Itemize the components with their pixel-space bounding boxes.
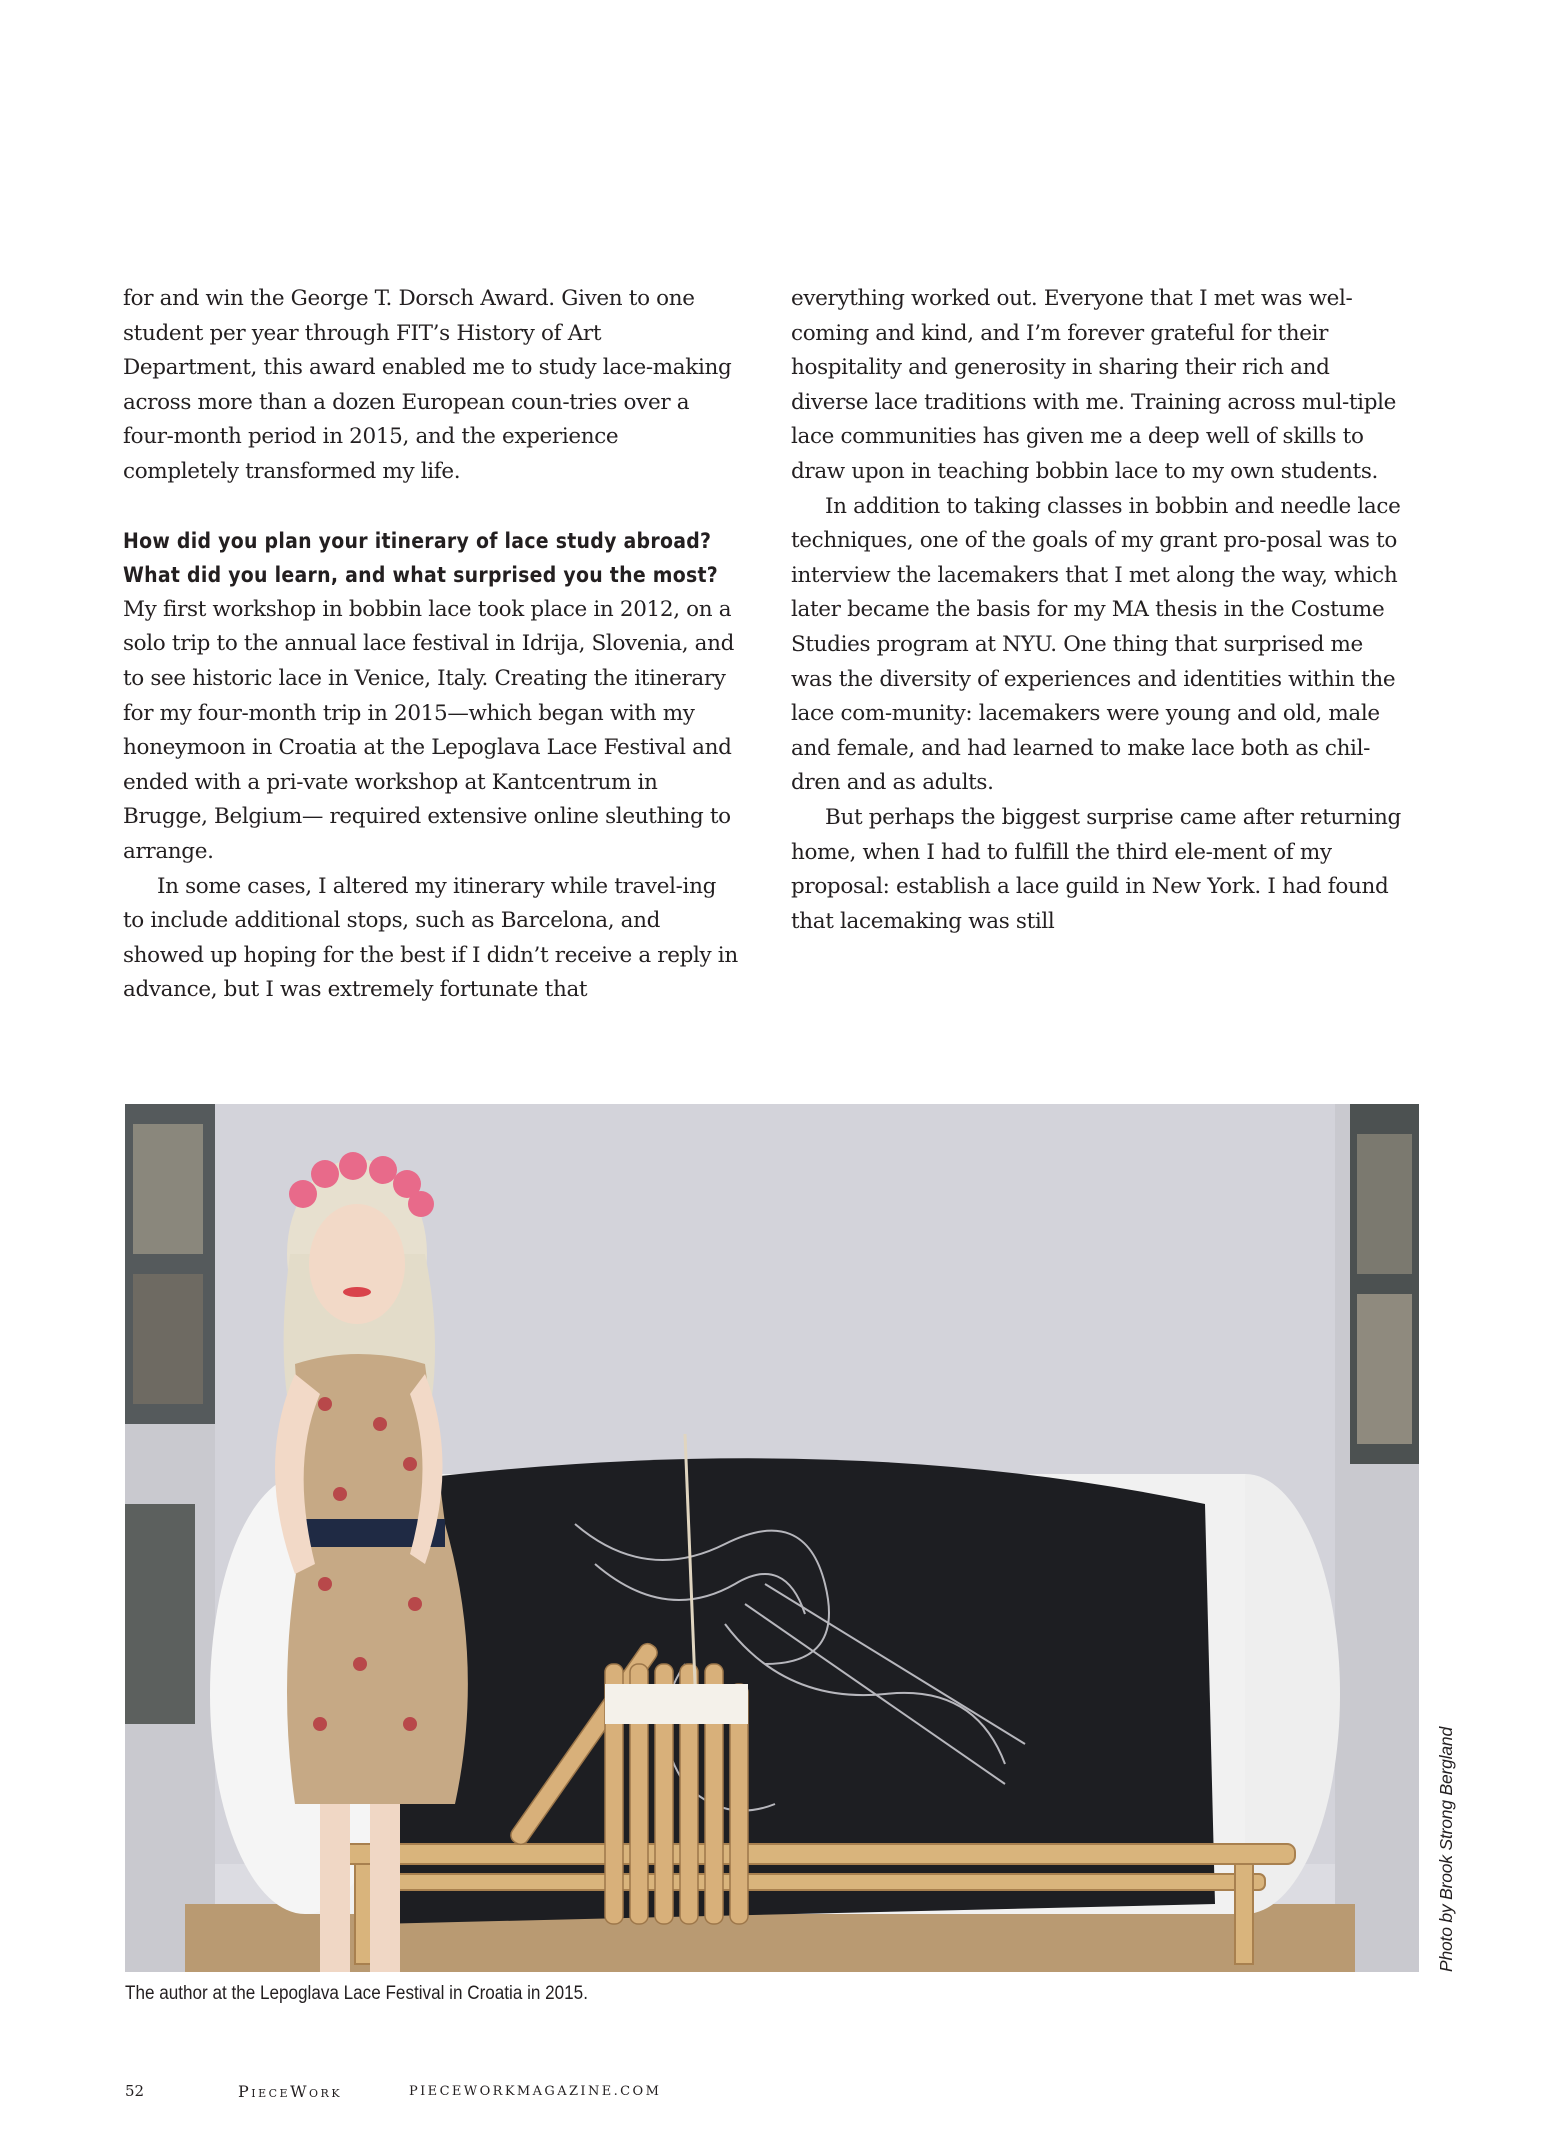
- body-paragraph: In some cases, I altered my itinerary while travel-ing to include additional stops, such as Barcelona, and showed up hoping for the best if I didn’t receive a reply in advance, but I was extremely fortunate that: [123, 873, 738, 1003]
- page-number: 52: [125, 2082, 145, 2100]
- photo-caption: The author at the Lepoglava Lace Festival in Croatia in 2015.: [125, 1983, 588, 2004]
- interview-question: What did you learn, and what surprised you the most?: [123, 563, 719, 588]
- magazine-url: PIECEWORKMAGAZINE.COM: [409, 2084, 662, 2099]
- body-paragraph: My first workshop in bobbin lace took place in 2012, on a solo trip to the annual lace festival in Idrija, Slovenia, and to see historic lace in Venice, Italy. Creating the itinerary for my four-month trip in 2015—which began with my honeymoon in Croatia at the Lepoglava Lace Festival and ended with a pri-vate workshop at Kantcentrum in Brugge, Belgium— required extensive online sleuthing to arrange.: [123, 596, 735, 864]
- body-paragraph: In addition to taking classes in bobbin and needle lace techniques, one of the goals of my grant pro-posal was to interview the lacemakers that I met along the way, which later became the basis for my MA thesis in the Costume Studies program at NYU. One thing that surprised me was the diversity of experiences and identities within the lace com-munity: lacemakers were young and old, male and female, and had learned to make lace both as chil-dren and as adults.: [791, 493, 1401, 796]
- body-paragraph: everything worked out. Everyone that I met was wel-coming and kind, and I’m forever grateful for their hospitality and generosity in sharing their rich and diverse lace traditions with me. Training across mul-tiple lace communities has given me a deep well of skills to draw upon in teaching bobbin lace to my own students.: [791, 286, 1397, 484]
- author-photo: [125, 1104, 1419, 1972]
- right-column: [791, 282, 1408, 939]
- photo-credit: Photo by Brook Strong Bergland: [1436, 1727, 1456, 1972]
- body-paragraph: But perhaps the biggest surprise came after returning home, when I had to fulfill the third ele-ment of my proposal: establish a lace guild in New York. I had found that lacemaking was still: [791, 804, 1401, 934]
- interview-question: How did you plan your itinerary of lace study abroad?: [123, 528, 712, 553]
- body-paragraph: for and win the George T. Dorsch Award. Given to one student per year through FIT’s History of Art Department, this award enabled me to study lace-making across more than a dozen European coun-tries over a four-month period in 2015, and the experience completely transformed my life.: [123, 286, 732, 484]
- left-column: [123, 282, 740, 1008]
- magazine-name: PieceWork: [238, 2082, 343, 2101]
